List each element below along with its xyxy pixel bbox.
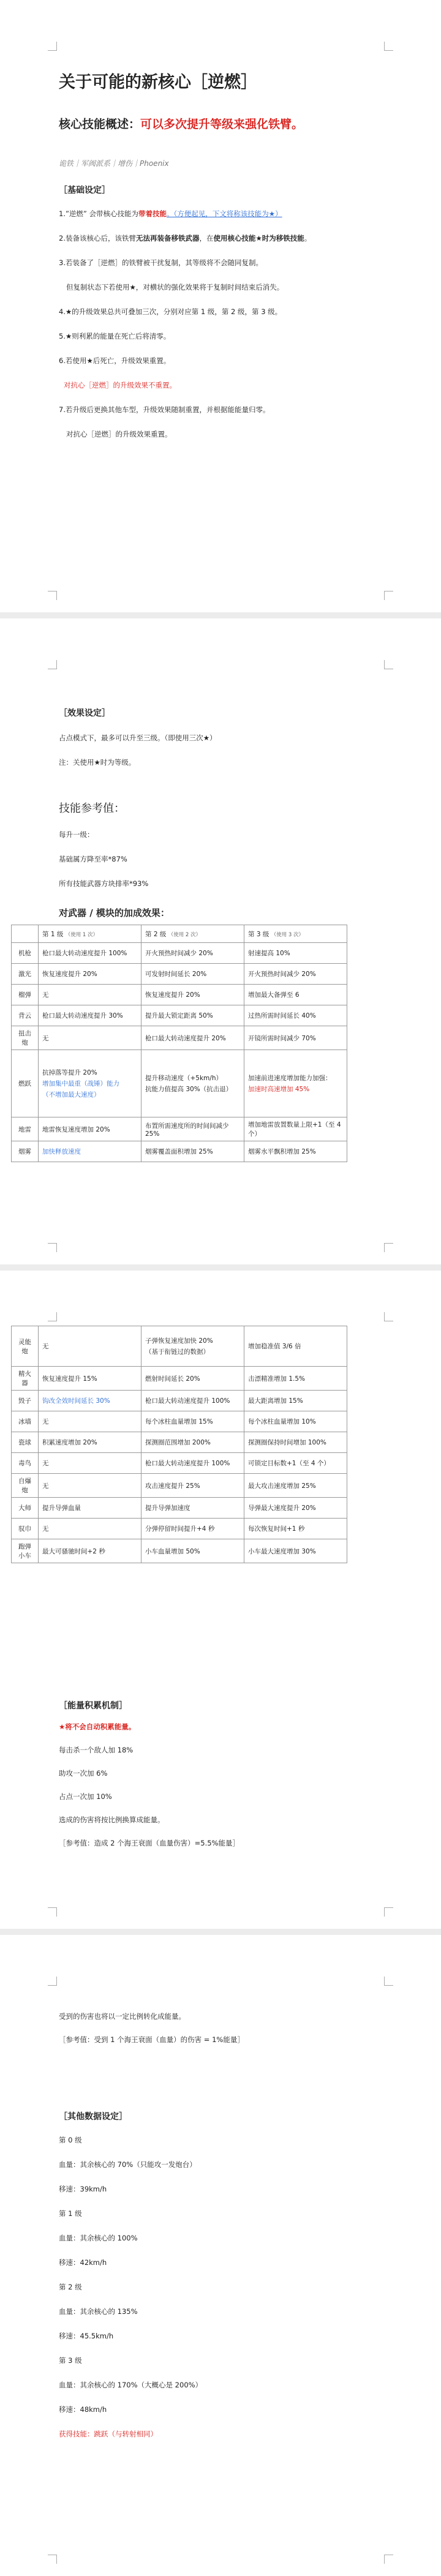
header-level-3: 第 3 级 （使用 3 次） <box>244 925 347 943</box>
table-row <box>12 1391 347 1411</box>
table-row <box>12 1498 347 1519</box>
table-row <box>12 1141 347 1162</box>
table-cell: 恢复速度提升 15% <box>39 1367 141 1391</box>
energy-note: ★将不会自动积累能量。 <box>59 1722 136 1731</box>
energy-damage-ref: ［参考值：受到 1 个海王衰面（血量）的伤害 = 1%能量］ <box>59 2035 244 2044</box>
table-cell-name: 烟雾 <box>12 1141 39 1162</box>
table-cell: 小车血量增加 50% <box>141 1539 244 1563</box>
skill-ref-item-3: 所有技能武器方块排率*93% <box>59 879 149 888</box>
page-corner-mark <box>48 1977 57 1986</box>
table-cell: 每个冰柱血量增加 10% <box>244 1411 347 1432</box>
effect-item-2: 注：关使用★时为等级。 <box>59 758 136 767</box>
table-cell: 枪口最大转动速度提升 100% <box>141 1391 244 1411</box>
table-cell: 提升导弹血量 <box>39 1498 141 1519</box>
table-cell-name: 扭击炮 <box>12 1026 39 1050</box>
table-cell: 最大可骚驰时间+2 秒 <box>39 1539 141 1563</box>
table-cell: 射速提高 10% <box>244 943 347 964</box>
table-header-row <box>12 925 347 943</box>
effect-item-1: 占点模式下，最多可以升至三级。（即使用三次★） <box>59 734 217 742</box>
table-cell: 每个冰柱血量增加 15% <box>141 1411 244 1432</box>
table-row <box>12 1026 347 1050</box>
table-cell: 开火预热时间减少 20% <box>141 943 244 964</box>
energy-ref: ［参考值：造成 2 个海王衰面（血量伤害）=5.5%能量］ <box>59 1839 239 1847</box>
page-corner-mark <box>48 1907 57 1917</box>
page-4 <box>0 1935 441 2576</box>
page-3 <box>0 1271 441 1929</box>
table-cell-name: 自爆炮 <box>12 1474 39 1498</box>
page-1 <box>0 0 441 612</box>
table-cell: 布置所需速度所的时间间减少 25% <box>141 1117 244 1141</box>
table-cell: 攻击速度提升 25% <box>141 1474 244 1498</box>
table-cell: 加快释放速度 <box>39 1141 141 1162</box>
table-cell-name: 毁子 <box>12 1391 39 1411</box>
table-cell-name: 背云 <box>12 1005 39 1026</box>
level-0-speed: 移速：39km/h <box>59 2185 107 2193</box>
page-title: 关于可能的新核心［逆燃］ <box>59 73 257 92</box>
basic-item-4: 4.★的升级效果总共可叠加三次，分别对应第 1 级，第 2 级，第 3 级。 <box>59 307 282 316</box>
table-cell: 最大攻击速度增加 25% <box>244 1474 347 1498</box>
header-level-2: 第 2 级 （使用 2 次） <box>141 925 244 943</box>
table-cell: 枪口最大转动速度提升 100% <box>39 943 141 964</box>
table-cell: 恢复速度提升 20% <box>141 985 244 1005</box>
table-cell: 提升最大锁定距离 50% <box>141 1005 244 1026</box>
page-corner-mark <box>384 42 393 51</box>
table-row <box>12 1539 347 1563</box>
table-cell: 增加稳准值 3/6 倍 <box>244 1326 347 1367</box>
table-cell: 无 <box>39 1519 141 1539</box>
table-cell: 枪口最大转动速度提升 20% <box>141 1026 244 1050</box>
level-0-hp: 血量：其余核心的 70%（只能攻一发炮台） <box>59 2160 197 2169</box>
skill-ref-heading: 技能参考值： <box>59 802 125 815</box>
page-corner-mark <box>384 1907 393 1917</box>
table-cell: 恢复速度提升 20% <box>39 964 141 985</box>
table-cell: 积累速度增加 20% <box>39 1432 141 1453</box>
overview-label: 核心技能概述： <box>59 118 141 131</box>
table-cell: 燃射时间延长 20% <box>141 1367 244 1391</box>
energy-item-3: 占点一次加 10% <box>59 1792 112 1801</box>
level-1-hp: 血量：其余核心的 100% <box>59 2234 138 2242</box>
basic-item-7-note: 对抗心［逆燃］的升级效果重置。 <box>66 430 172 438</box>
table-cell: 子弹恢复速度加快 20% （基于衔链过的数据） <box>141 1326 244 1367</box>
table-row <box>12 1411 347 1432</box>
header-level-1: 第 1 级 （使用 1 次） <box>39 925 141 943</box>
table-cell: 击漂精准增加 1.5% <box>244 1367 347 1391</box>
table-cell: 无 <box>39 985 141 1005</box>
table-cell: 增加地雷放置数量上限+1（至 4 个） <box>244 1117 347 1141</box>
table-cell: 最大距离增加 15% <box>244 1391 347 1411</box>
table-cell: 每次恢复时间+1 秒 <box>244 1519 347 1539</box>
page-corner-mark <box>384 591 393 600</box>
level-1-speed: 移速：42km/h <box>59 2258 107 2267</box>
table-cell-name: 榴弹 <box>12 985 39 1005</box>
page-corner-mark <box>48 1243 57 1252</box>
table-row <box>12 1432 347 1453</box>
skill-ref-item-1: 每升一级： <box>59 830 94 839</box>
table-cell-name: 大师 <box>12 1498 39 1519</box>
table-row <box>12 1050 347 1117</box>
basic-heading: ［基础设定］ <box>59 186 110 195</box>
table-cell: 地雷恢复速度增加 20% <box>39 1117 141 1141</box>
table-cell: 无 <box>39 1026 141 1050</box>
page-corner-mark <box>384 660 393 669</box>
table-cell: 探测圈保持时间增加 100% <box>244 1432 347 1453</box>
table-cell-name: 毒鸟 <box>12 1453 39 1474</box>
table-cell-name: 跑弹小车 <box>12 1539 39 1563</box>
level-3-speed: 移速：48km/h <box>59 2405 107 2414</box>
table-cell: 无 <box>39 1326 141 1367</box>
table-cell: 无 <box>39 1453 141 1474</box>
table-cell: 探测圈范围增加 200% <box>141 1432 244 1453</box>
table-row <box>12 1326 347 1367</box>
basic-item-3-note: 但复制状态下若使用★，对横状的强化效果将于复制时间结束后消失。 <box>66 283 284 291</box>
table-cell-name: 冰墙 <box>12 1411 39 1432</box>
page-corner-mark <box>384 2555 393 2564</box>
table-cell-name: 瓷球 <box>12 1432 39 1453</box>
page-corner-mark <box>384 1243 393 1252</box>
table-cell: 小车最大速度增加 30% <box>244 1539 347 1563</box>
level-2-label: 第 2 级 <box>59 2283 82 2291</box>
table-cell: 开镜所需时间减少 70% <box>244 1026 347 1050</box>
table-cell: 烟雾水平飘积增加 25% <box>244 1141 347 1162</box>
page-corner-mark <box>48 1312 57 1321</box>
table-cell: 无 <box>39 1411 141 1432</box>
page-corner-mark <box>48 591 57 600</box>
level-2-hp: 血量：其余核心的 135% <box>59 2307 138 2316</box>
table-cell: 提升导弹加速度 <box>141 1498 244 1519</box>
table-cell: 导弹最大速度提升 20% <box>244 1498 347 1519</box>
level-3-label: 第 3 级 <box>59 2356 82 2365</box>
basic-item-6-note: 对抗心［逆燃］的升级效果不重置。 <box>64 381 176 389</box>
table-cell: 无 <box>39 1474 141 1498</box>
level-2-speed: 移速：45.5km/h <box>59 2332 114 2340</box>
table-row <box>12 1453 347 1474</box>
page-2 <box>0 618 441 1264</box>
level-3-hp: 血量：其余核心的 170%（大概心是 200%） <box>59 2381 203 2389</box>
table-row <box>12 964 347 985</box>
table-cell: 可锁定目标数+1（至 4 个） <box>244 1453 347 1474</box>
table-row <box>12 1005 347 1026</box>
energy-item-4: 选成的伤害将按比例换算成能量。 <box>59 1816 165 1824</box>
skill-ref-item-2: 基础属方降至率*87% <box>59 855 127 863</box>
table-row <box>12 943 347 964</box>
table-cell: 开火预热时间减少 20% <box>244 964 347 985</box>
energy-heading: ［能量积累机制］ <box>59 1701 127 1711</box>
table-cell: 枪口最大转动速度提升 30% <box>39 1005 141 1026</box>
table-cell: 增加最大备弹至 6 <box>244 985 347 1005</box>
final-skill: 获得技能：跳跃（与转射相同） <box>59 2430 157 2438</box>
table-cell-name: 驭巾 <box>12 1519 39 1539</box>
core-overview <box>59 115 392 132</box>
bonus-table-part-2 <box>11 1326 347 1563</box>
effect-heading: ［效果设定］ <box>59 708 110 718</box>
tags-line: 诡铁｜军阀派系｜增伤｜Phoenix <box>59 159 169 168</box>
energy-item-1: 每击杀一个敌人加 18% <box>59 1746 134 1754</box>
table-cell: 加速前进速度增加能力加强： 加速时高速增加 45% <box>244 1050 347 1117</box>
table-cell: 分弹停留时间提升+4 秒 <box>141 1519 244 1539</box>
energy-item-2: 助攻一次加 6% <box>59 1769 108 1778</box>
level-0-label: 第 0 级 <box>59 2136 82 2144</box>
table-cell-name: 机枪 <box>12 943 39 964</box>
overview-text: 可以多次提升等级来强化铁臂。 <box>140 118 304 131</box>
table-title: 对武器 / 模块的加成效果： <box>59 907 170 918</box>
page-corner-mark <box>48 42 57 51</box>
table-cell: 提升移动速度（+5km/h） 抗能力值提高 30%（抗击退） <box>141 1050 244 1117</box>
table-row <box>12 985 347 1005</box>
table-cell-name: 灵能炮 <box>12 1326 39 1367</box>
bonus-table-part-1 <box>11 925 347 1162</box>
basic-item-2: 2.装备该核心后，该铁臂无法再装备移铁武器，在使用核心技能★时为移铁技能。 <box>59 234 312 242</box>
page-corner-mark <box>48 2555 57 2564</box>
table-cell: 枪口最大转动速度提升 100% <box>141 1453 244 1474</box>
table-cell-name: 地雷 <box>12 1117 39 1141</box>
basic-item-5: 5.★则利累的能量在死亡后将清零。 <box>59 332 171 340</box>
table-row <box>12 1474 347 1498</box>
table-cell: 钩改全效时间延长 30% <box>39 1391 141 1411</box>
basic-item-3: 3.若装备了［逆燃］的铁臂被干扰复制，其等级将不会随同复制。 <box>59 258 263 267</box>
table-cell: 可发射时间延长 20% <box>141 964 244 985</box>
page-corner-mark <box>384 1312 393 1321</box>
table-cell: 过热所需时间延长 40% <box>244 1005 347 1026</box>
basic-item-1: 1.”逆燃” 会带核心技能为带着技能。（方便起见，下文将称该技能为★） <box>59 209 282 218</box>
table-row <box>12 1367 347 1391</box>
basic-item-6: 6.若使用★后死亡，升级效果重置。 <box>59 356 171 365</box>
header-name <box>12 925 39 943</box>
page-corner-mark <box>48 660 57 669</box>
table-cell-name: 燃跃 <box>12 1050 39 1117</box>
page-corner-mark <box>384 1977 393 1986</box>
table-row <box>12 1519 347 1539</box>
level-1-label: 第 1 级 <box>59 2209 82 2218</box>
table-cell: 抗掉落等提升 20% 增加集中最重（战锤）能力 （不增加最大速度） <box>39 1050 141 1117</box>
basic-item-7: 7.若升级后更换其他车型，升级效果随制重置，并根据能能量归零。 <box>59 405 270 414</box>
table-cell-name: 精火器 <box>12 1367 39 1391</box>
table-row <box>12 1117 347 1141</box>
table-cell: 烟雾覆盖面积增加 25% <box>141 1141 244 1162</box>
energy-damage-text: 受到的伤害也将以一定比例转化成能量。 <box>59 2012 186 2021</box>
other-heading: ［其他数据设定］ <box>59 2112 127 2122</box>
table-cell-name: 激光 <box>12 964 39 985</box>
